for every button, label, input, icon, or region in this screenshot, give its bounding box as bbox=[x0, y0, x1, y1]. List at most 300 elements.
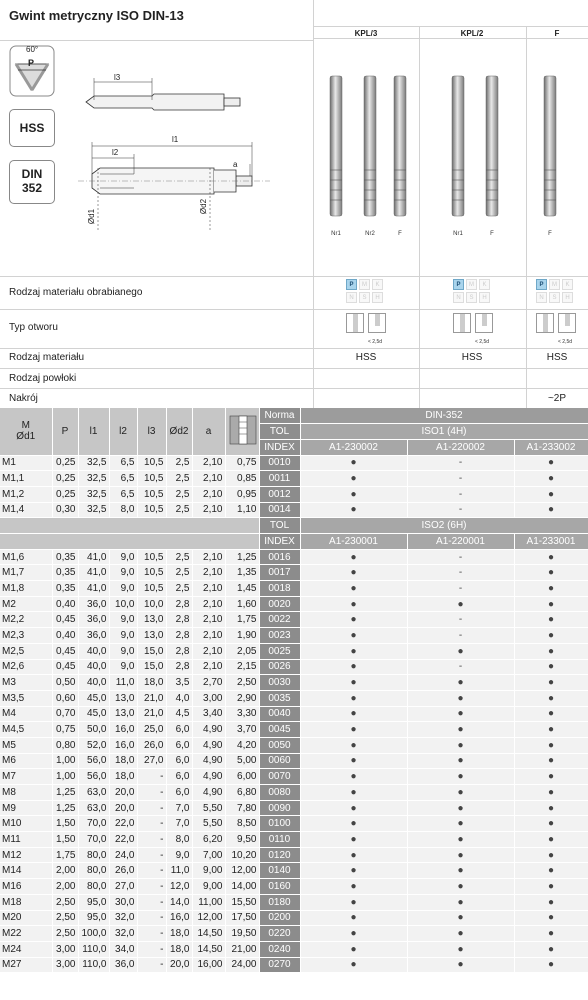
cell-availability: ● bbox=[300, 549, 407, 565]
cell-availability: - bbox=[407, 471, 514, 487]
cell-size: M16 bbox=[0, 879, 52, 895]
cell-index: 0240 bbox=[259, 941, 300, 957]
cell-value: 0,75 bbox=[52, 722, 78, 738]
cell-size: M5 bbox=[0, 737, 52, 753]
cell-value: 80,0 bbox=[78, 863, 109, 879]
cell-availability: ● bbox=[514, 690, 588, 706]
cell-availability: ● bbox=[407, 596, 514, 612]
cell-value: 16,00 bbox=[192, 957, 225, 973]
cell-value: 2,00 bbox=[52, 879, 78, 895]
cell-value: 2,50 bbox=[52, 926, 78, 942]
table-row bbox=[0, 643, 588, 659]
tool-photos bbox=[314, 40, 588, 276]
cell-value: 1,25 bbox=[52, 800, 78, 816]
cell-value: 12,0 bbox=[166, 879, 192, 895]
cell-value: 9,0 bbox=[109, 549, 137, 565]
cell-value: 6,20 bbox=[192, 832, 225, 848]
cell-value: 2,50 bbox=[52, 894, 78, 910]
cell-availability: ● bbox=[407, 753, 514, 769]
cell-value: 11,0 bbox=[109, 675, 137, 691]
cell-value: 9,0 bbox=[109, 565, 137, 581]
cell-availability: ● bbox=[407, 722, 514, 738]
cell-availability: ● bbox=[407, 863, 514, 879]
cell-value: 3,00 bbox=[192, 690, 225, 706]
cell-value: 9,0 bbox=[109, 581, 137, 597]
table-row bbox=[0, 628, 588, 644]
hole-caption: < 2,5d bbox=[475, 339, 490, 345]
cell-size: M14 bbox=[0, 863, 52, 879]
cell-availability: ● bbox=[514, 612, 588, 628]
cell-availability: ● bbox=[407, 769, 514, 785]
cell-value: 5,00 bbox=[225, 753, 259, 769]
cell-index: 0060 bbox=[259, 753, 300, 769]
cell-availability: ● bbox=[514, 581, 588, 597]
cell-value: 5,50 bbox=[192, 800, 225, 816]
cell-value: 95,0 bbox=[78, 894, 109, 910]
blind-hole-icon bbox=[368, 313, 386, 333]
table-row bbox=[0, 941, 588, 957]
table-row bbox=[0, 722, 588, 738]
cell-index: 0045 bbox=[259, 722, 300, 738]
cell-value: 2,10 bbox=[192, 612, 225, 628]
cell-availability: - bbox=[407, 549, 514, 565]
cell-value: 52,0 bbox=[78, 737, 109, 753]
cell-availability: ● bbox=[407, 847, 514, 863]
cell-value: 18,0 bbox=[166, 926, 192, 942]
cell-index: 0040 bbox=[259, 706, 300, 722]
cell-value: 1,35 bbox=[225, 565, 259, 581]
table-row bbox=[0, 675, 588, 691]
index-code: A1-230002 bbox=[300, 439, 407, 455]
cell-value: 21,00 bbox=[225, 941, 259, 957]
cell-value: 2,8 bbox=[166, 596, 192, 612]
row-label-chamfer: Nakrój bbox=[9, 393, 38, 404]
cell-value: 8,0 bbox=[109, 502, 137, 518]
cell-availability: ● bbox=[300, 800, 407, 816]
tol-value: ISO2 (6H) bbox=[300, 518, 588, 534]
cell-value: - bbox=[137, 926, 166, 942]
cell-availability: ● bbox=[407, 957, 514, 973]
cell-value: 20,0 bbox=[166, 957, 192, 973]
cell-value: 10,5 bbox=[137, 471, 166, 487]
cell-value: 20,0 bbox=[109, 800, 137, 816]
material-m-icon: M bbox=[466, 279, 477, 290]
cell-value: 12,00 bbox=[192, 910, 225, 926]
material-value: HSS bbox=[461, 352, 483, 363]
cell-value: 12,00 bbox=[225, 863, 259, 879]
cell-index: 0012 bbox=[259, 486, 300, 502]
cell-index: 0120 bbox=[259, 847, 300, 863]
cell-value: 36,0 bbox=[78, 628, 109, 644]
cell-value: 32,5 bbox=[78, 455, 109, 471]
cell-value: - bbox=[137, 863, 166, 879]
cell-value: 18,0 bbox=[137, 675, 166, 691]
cell-availability: ● bbox=[300, 486, 407, 502]
material-value: HSS bbox=[546, 352, 568, 363]
index-label: INDEX bbox=[259, 534, 300, 550]
table-row bbox=[0, 690, 588, 706]
cell-value: 2,00 bbox=[52, 863, 78, 879]
cell-index: 0200 bbox=[259, 910, 300, 926]
col-header-kpl3: KPL/3 bbox=[354, 29, 378, 38]
cell-value: 2,5 bbox=[166, 455, 192, 471]
index-code: A1-220001 bbox=[407, 534, 514, 550]
cell-value: 14,50 bbox=[192, 941, 225, 957]
cell-availability: ● bbox=[514, 565, 588, 581]
cell-value: 27,0 bbox=[109, 879, 137, 895]
cell-value: 10,5 bbox=[137, 486, 166, 502]
cell-value: 1,50 bbox=[52, 832, 78, 848]
cell-availability: ● bbox=[300, 957, 407, 973]
table-row bbox=[0, 832, 588, 848]
cell-value: 2,05 bbox=[225, 643, 259, 659]
cell-availability: ● bbox=[514, 910, 588, 926]
cell-value: 2,5 bbox=[166, 549, 192, 565]
cell-value: 0,80 bbox=[52, 737, 78, 753]
cell-value: 36,0 bbox=[78, 596, 109, 612]
cell-value: 7,00 bbox=[192, 847, 225, 863]
cell-availability: ● bbox=[514, 847, 588, 863]
separator-blank bbox=[0, 518, 259, 534]
cell-value: 0,45 bbox=[52, 612, 78, 628]
cell-value: 8,0 bbox=[166, 832, 192, 848]
cell-index: 0035 bbox=[259, 690, 300, 706]
cell-value: 15,50 bbox=[225, 894, 259, 910]
cell-availability: ● bbox=[300, 863, 407, 879]
cell-value: 1,25 bbox=[52, 785, 78, 801]
cell-value: 14,00 bbox=[225, 879, 259, 895]
tool-caption: Nr1 bbox=[453, 231, 463, 237]
cell-availability: ● bbox=[514, 471, 588, 487]
cell-availability: ● bbox=[514, 628, 588, 644]
cell-value: 4,5 bbox=[166, 706, 192, 722]
material-s-icon: S bbox=[359, 292, 370, 303]
cell-value: 9,0 bbox=[109, 659, 137, 675]
cell-value: 16,0 bbox=[109, 722, 137, 738]
cell-size: M7 bbox=[0, 769, 52, 785]
hss-badge: HSS bbox=[9, 109, 55, 147]
cell-value: 16,0 bbox=[109, 737, 137, 753]
cell-index: 0018 bbox=[259, 581, 300, 597]
index-code: A1-233001 bbox=[514, 534, 588, 550]
cell-value: 6,5 bbox=[109, 486, 137, 502]
cell-value: 56,0 bbox=[78, 769, 109, 785]
dim-d1: Ød1 bbox=[87, 208, 97, 225]
cell-value: 16,0 bbox=[166, 910, 192, 926]
cell-value: 6,80 bbox=[225, 785, 259, 801]
table-row bbox=[0, 612, 588, 628]
cell-availability: ● bbox=[514, 957, 588, 973]
row-label-coating: Rodzaj powłoki bbox=[9, 373, 77, 384]
cell-value: 70,0 bbox=[78, 816, 109, 832]
cell-size: M2,3 bbox=[0, 628, 52, 644]
cell-value: 10,5 bbox=[137, 455, 166, 471]
cell-value: 13,0 bbox=[109, 706, 137, 722]
dim-d2: Ød2 bbox=[199, 198, 209, 215]
cell-availability: ● bbox=[514, 879, 588, 895]
cell-value: 32,0 bbox=[109, 926, 137, 942]
through-hole-icon bbox=[536, 313, 554, 333]
table-row bbox=[0, 455, 588, 471]
table-row bbox=[0, 910, 588, 926]
hole-caption: < 2,5d bbox=[558, 339, 573, 345]
cell-value: 0,35 bbox=[52, 565, 78, 581]
cell-value: - bbox=[137, 816, 166, 832]
cell-index: 0016 bbox=[259, 549, 300, 565]
cell-value: 3,30 bbox=[225, 706, 259, 722]
material-m-icon: M bbox=[549, 279, 560, 290]
cell-value: 0,95 bbox=[225, 486, 259, 502]
cell-availability: ● bbox=[514, 706, 588, 722]
cell-value: 30,0 bbox=[109, 894, 137, 910]
cell-value: - bbox=[137, 832, 166, 848]
cell-value: 2,90 bbox=[225, 690, 259, 706]
cell-availability: ● bbox=[300, 471, 407, 487]
cell-value: 2,10 bbox=[192, 549, 225, 565]
cell-value: 2,10 bbox=[192, 581, 225, 597]
table-row bbox=[0, 596, 588, 612]
cell-value: 4,90 bbox=[192, 753, 225, 769]
cell-availability: ● bbox=[300, 706, 407, 722]
col-header-f: F bbox=[554, 29, 560, 38]
cell-value: 2,8 bbox=[166, 643, 192, 659]
cell-value: 2,10 bbox=[192, 643, 225, 659]
cell-value: 41,0 bbox=[78, 565, 109, 581]
thread-section-icon bbox=[228, 412, 258, 448]
cell-value: - bbox=[137, 941, 166, 957]
cell-value: 9,0 bbox=[109, 628, 137, 644]
cell-availability: ● bbox=[300, 565, 407, 581]
table-row bbox=[0, 581, 588, 597]
cell-value: 0,60 bbox=[52, 690, 78, 706]
cell-availability: ● bbox=[514, 455, 588, 471]
cell-availability: ● bbox=[514, 926, 588, 942]
cell-index: 0030 bbox=[259, 675, 300, 691]
cell-value: 17,50 bbox=[225, 910, 259, 926]
cell-size: M8 bbox=[0, 785, 52, 801]
cell-value: 4,90 bbox=[192, 785, 225, 801]
cell-value: 27,0 bbox=[137, 753, 166, 769]
separator-blank bbox=[0, 534, 259, 550]
angle-label: 60° bbox=[26, 45, 39, 54]
tap-drawing bbox=[74, 70, 274, 230]
cell-index: 0023 bbox=[259, 628, 300, 644]
cell-availability: ● bbox=[300, 581, 407, 597]
hole-caption: < 2,5d bbox=[368, 339, 383, 345]
thread-section-icon bbox=[225, 408, 259, 455]
material-icons bbox=[346, 279, 383, 303]
cell-size: M6 bbox=[0, 753, 52, 769]
material-s-icon: S bbox=[549, 292, 560, 303]
cell-value: 80,0 bbox=[78, 847, 109, 863]
row-label-material-processed: Rodzaj materiału obrabianego bbox=[9, 287, 143, 298]
cell-value: - bbox=[137, 769, 166, 785]
cell-index: 0025 bbox=[259, 643, 300, 659]
cell-index: 0011 bbox=[259, 471, 300, 487]
cell-value: 9,50 bbox=[225, 832, 259, 848]
cell-value: 10,0 bbox=[137, 596, 166, 612]
cell-value: 45,0 bbox=[78, 706, 109, 722]
cell-value: 7,0 bbox=[166, 816, 192, 832]
cell-value: 2,15 bbox=[225, 659, 259, 675]
material-p-icon: P bbox=[536, 279, 547, 290]
cell-availability: ● bbox=[300, 785, 407, 801]
cell-value: 4,20 bbox=[225, 737, 259, 753]
chamfer-value: ~2P bbox=[547, 393, 567, 404]
cell-value: 40,0 bbox=[78, 659, 109, 675]
cell-availability: ● bbox=[407, 894, 514, 910]
cell-availability: ● bbox=[300, 753, 407, 769]
cell-value: 3,00 bbox=[52, 957, 78, 973]
material-m-icon: M bbox=[359, 279, 370, 290]
cell-value: 1,00 bbox=[52, 769, 78, 785]
cell-size: M20 bbox=[0, 910, 52, 926]
cell-value: 9,0 bbox=[109, 643, 137, 659]
hole-type-icons bbox=[536, 313, 576, 333]
cell-availability: ● bbox=[300, 659, 407, 675]
cell-size: M24 bbox=[0, 941, 52, 957]
col-header-a: a bbox=[192, 408, 225, 455]
cell-index: 0014 bbox=[259, 502, 300, 518]
cell-availability: ● bbox=[514, 643, 588, 659]
cell-value: 26,0 bbox=[137, 737, 166, 753]
cell-index: 0017 bbox=[259, 565, 300, 581]
cell-value: 40,0 bbox=[78, 675, 109, 691]
cell-value: 9,00 bbox=[192, 879, 225, 895]
cell-value: 45,0 bbox=[78, 690, 109, 706]
table-row bbox=[0, 737, 588, 753]
cell-size: M1,6 bbox=[0, 549, 52, 565]
cell-value: 4,0 bbox=[166, 690, 192, 706]
cell-size: M2,5 bbox=[0, 643, 52, 659]
table-row bbox=[0, 926, 588, 942]
cell-value: 18,0 bbox=[109, 753, 137, 769]
cell-value: 26,0 bbox=[109, 863, 137, 879]
cell-value: 15,0 bbox=[137, 643, 166, 659]
cell-index: 0270 bbox=[259, 957, 300, 973]
cell-availability: ● bbox=[407, 737, 514, 753]
cell-index: 0010 bbox=[259, 455, 300, 471]
row-label-hole-type: Typ otworu bbox=[9, 322, 58, 333]
tool-caption: Nr2 bbox=[365, 231, 375, 237]
cell-value: 19,50 bbox=[225, 926, 259, 942]
cell-size: M11 bbox=[0, 832, 52, 848]
cell-availability: ● bbox=[514, 596, 588, 612]
cell-value: 14,0 bbox=[166, 894, 192, 910]
specs-table bbox=[0, 408, 588, 973]
cell-value: 13,0 bbox=[137, 628, 166, 644]
cell-value: 110,0 bbox=[78, 957, 109, 973]
cell-value: 13,0 bbox=[137, 612, 166, 628]
cell-value: 0,70 bbox=[52, 706, 78, 722]
cell-value: 1,90 bbox=[225, 628, 259, 644]
cell-availability: ● bbox=[514, 753, 588, 769]
cell-value: 32,5 bbox=[78, 471, 109, 487]
cell-availability: ● bbox=[514, 894, 588, 910]
cell-size: M2,2 bbox=[0, 612, 52, 628]
cell-value: 4,90 bbox=[192, 722, 225, 738]
cell-value: 10,0 bbox=[109, 596, 137, 612]
material-n-icon: N bbox=[536, 292, 547, 303]
cell-value: 2,10 bbox=[192, 455, 225, 471]
cell-index: 0140 bbox=[259, 863, 300, 879]
cell-index: 0070 bbox=[259, 769, 300, 785]
cell-availability: ● bbox=[300, 941, 407, 957]
tol-label: TOL bbox=[259, 518, 300, 534]
cell-availability: ● bbox=[514, 486, 588, 502]
cell-value: 1,75 bbox=[52, 847, 78, 863]
col-header-l3: l3 bbox=[137, 408, 166, 455]
page-title: Gwint metryczny ISO DIN-13 bbox=[9, 8, 184, 23]
cell-value: 6,0 bbox=[166, 722, 192, 738]
cell-availability: ● bbox=[514, 816, 588, 832]
cell-availability: ● bbox=[514, 800, 588, 816]
cell-availability: ● bbox=[514, 659, 588, 675]
cell-value: 11,00 bbox=[192, 894, 225, 910]
cell-value: 10,5 bbox=[137, 565, 166, 581]
cell-value: 13,0 bbox=[109, 690, 137, 706]
cell-availability: ● bbox=[407, 643, 514, 659]
cell-value: 11,0 bbox=[166, 863, 192, 879]
norma-label: Norma bbox=[259, 408, 300, 424]
cell-value: 41,0 bbox=[78, 549, 109, 565]
cell-value: 6,00 bbox=[225, 769, 259, 785]
cell-index: 0220 bbox=[259, 926, 300, 942]
blind-hole-icon bbox=[475, 313, 493, 333]
cell-value: 2,10 bbox=[192, 659, 225, 675]
col-header-kpl2: KPL/2 bbox=[460, 29, 484, 38]
dim-l3: l3 bbox=[114, 73, 121, 82]
material-p-icon: P bbox=[453, 279, 464, 290]
through-hole-icon bbox=[346, 313, 364, 333]
cell-value: 24,0 bbox=[109, 847, 137, 863]
cell-value: 0,30 bbox=[52, 502, 78, 518]
material-k-icon: K bbox=[372, 279, 383, 290]
cell-availability: ● bbox=[407, 910, 514, 926]
cell-value: 6,0 bbox=[166, 753, 192, 769]
cell-size: M2 bbox=[0, 596, 52, 612]
cell-value: 1,25 bbox=[225, 549, 259, 565]
cell-value: 18,0 bbox=[109, 769, 137, 785]
table-row bbox=[0, 894, 588, 910]
cell-availability: ● bbox=[514, 941, 588, 957]
col-header-d2: Ød2 bbox=[166, 408, 192, 455]
cell-availability: ● bbox=[300, 847, 407, 863]
cell-value: - bbox=[137, 894, 166, 910]
cell-availability: ● bbox=[514, 863, 588, 879]
cell-value: 2,8 bbox=[166, 612, 192, 628]
cell-value: 2,10 bbox=[192, 471, 225, 487]
cell-value: 10,5 bbox=[137, 502, 166, 518]
table-row bbox=[0, 769, 588, 785]
cell-size: M1,7 bbox=[0, 565, 52, 581]
row-label-material: Rodzaj materiału bbox=[9, 352, 85, 363]
cell-size: M2,6 bbox=[0, 659, 52, 675]
index-code: A1-230001 bbox=[300, 534, 407, 550]
cell-value: 0,75 bbox=[225, 455, 259, 471]
cell-availability: ● bbox=[300, 910, 407, 926]
cell-size: M3 bbox=[0, 675, 52, 691]
cell-availability: ● bbox=[300, 769, 407, 785]
cell-availability: ● bbox=[407, 832, 514, 848]
cell-value: 56,0 bbox=[78, 753, 109, 769]
cell-size: M12 bbox=[0, 847, 52, 863]
cell-value: 22,0 bbox=[109, 832, 137, 848]
cell-availability: - bbox=[407, 612, 514, 628]
cell-value: 80,0 bbox=[78, 879, 109, 895]
cell-size: M1,1 bbox=[0, 471, 52, 487]
table-row bbox=[0, 863, 588, 879]
